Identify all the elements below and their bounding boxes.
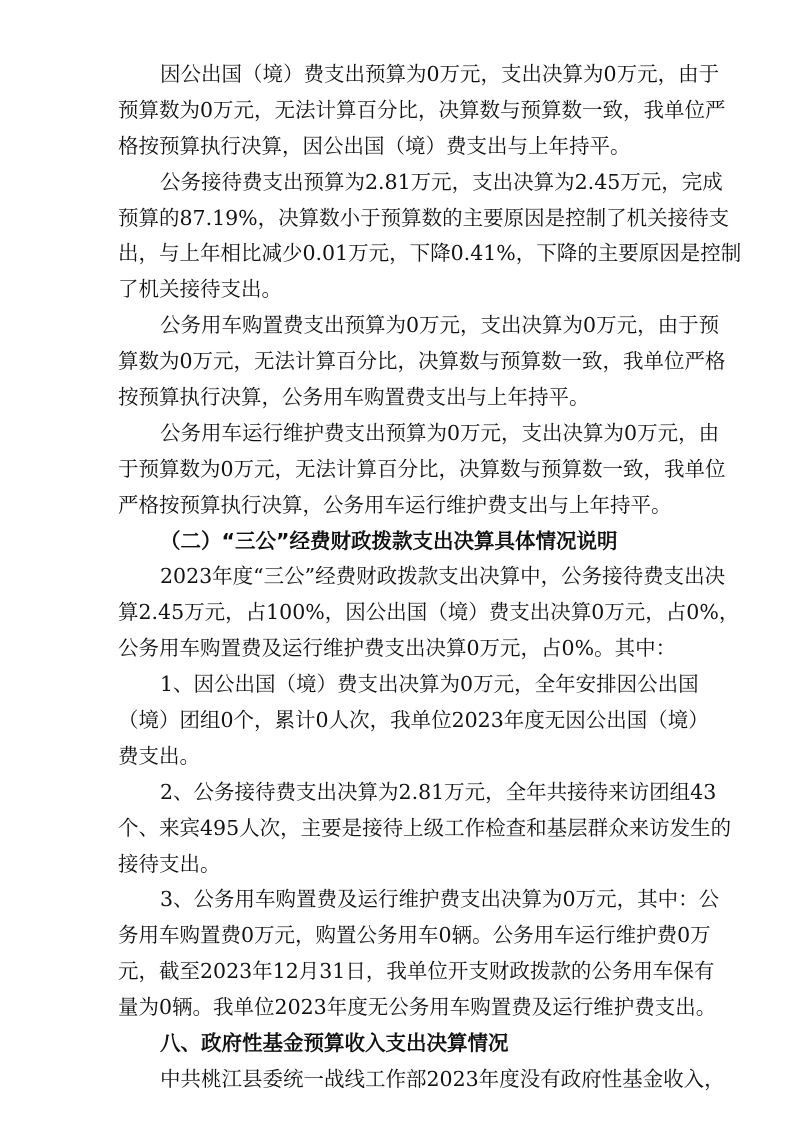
text-line: 务用车购置费0万元，购置公务用车0辆。公务用车运行维护费0万 — [118, 923, 711, 948]
paragraph — [118, 667, 709, 775]
text-line: 因公出国（境）费支出预算为0万元，支出决算为0万元，由于 — [160, 62, 720, 86]
paragraph — [118, 882, 720, 1026]
text-line: 2、公务接待费支出决算为2.81万元，全年共接待来访团组43 — [160, 779, 717, 804]
text-line: （境）团组0个，累计0人次，我单位2023年度无因公出国（境） — [118, 708, 709, 733]
text-line: 个、来宾495人次，主要是接待上级工作检查和基层群众来访发生的 — [118, 815, 732, 840]
paragraph — [118, 1062, 725, 1098]
text-line: 公务用车购置费及运行维护费支出决算0万元，占0%。其中： — [118, 636, 677, 661]
text-line: 算2.45万元，占100%，因公出国（境）费支出决算0万元，占0%， — [118, 600, 740, 625]
text-line: 公务接待费支出预算为2.81万元，支出决算为2.45万元，完成 — [160, 169, 723, 194]
text-line: 了机关接待支出。 — [118, 277, 282, 302]
text-line: 预算的87.19%，决算数小于预算数的主要原因是控制了机关接待支 — [118, 205, 730, 230]
paragraph — [118, 416, 726, 524]
paragraph — [118, 57, 726, 165]
paragraph — [118, 559, 740, 667]
text-line: 按预算执行决算，公务用车购置费支出与上年持平。 — [118, 385, 590, 410]
text-line: （二）“三公”经费财政拨款支出决算具体情况说明 — [160, 528, 618, 553]
text-line: 公务用车运行维护费支出预算为0万元，支出决算为0万元，由 — [160, 420, 720, 445]
text-line: 接待支出。 — [118, 851, 221, 876]
text-line: 格按预算执行决算，因公出国（境）费支出与上年持平。 — [118, 133, 631, 158]
text-line: 中共桃江县委统一战线工作部2023年度没有政府性基金收入， — [160, 1066, 725, 1091]
document-page — [118, 57, 742, 1098]
text-line: 八、政府性基金预算收入支出决算情况 — [160, 1031, 509, 1056]
text-line: 元，截至2023年12月31日，我单位开支财政拨款的公务用车保有 — [118, 959, 715, 984]
paragraph — [118, 308, 726, 416]
text-line: 公务用车购置费支出预算为0万元，支出决算为0万元，由于预 — [160, 313, 720, 338]
text-line: 3、公务用车购置费及运行维护费支出决算为0万元，其中：公 — [160, 887, 720, 912]
paragraph — [118, 775, 732, 883]
text-line: 2023年度“三公”经费财政拨款支出决算中，公务接待费支出决 — [160, 564, 726, 589]
paragraph — [118, 165, 742, 309]
section-heading — [118, 1026, 682, 1062]
text-line: 量为0辆。我单位2023年度无公务用车购置费及运行维护费支出。 — [118, 995, 717, 1020]
text-line: 算数为0万元，无法计算百分比，决算数与预算数一致，我单位严格 — [118, 349, 726, 374]
text-line: 1、因公出国（境）费支出决算为0万元，全年安排因公出国 — [160, 672, 699, 697]
text-line: 预算数为0万元，无法计算百分比，决算数与预算数一致，我单位严 — [118, 97, 726, 122]
text-line: 出，与上年相比减少0.01万元，下降0.41%，下降的主要原因是控制 — [118, 241, 742, 266]
text-line: 严格按预算执行决算，公务用车运行维护费支出与上年持平。 — [118, 492, 672, 517]
text-line: 费支出。 — [118, 743, 200, 768]
section-heading — [118, 524, 682, 560]
text-line: 于预算数为0万元，无法计算百分比，决算数与预算数一致，我单位 — [118, 456, 726, 481]
